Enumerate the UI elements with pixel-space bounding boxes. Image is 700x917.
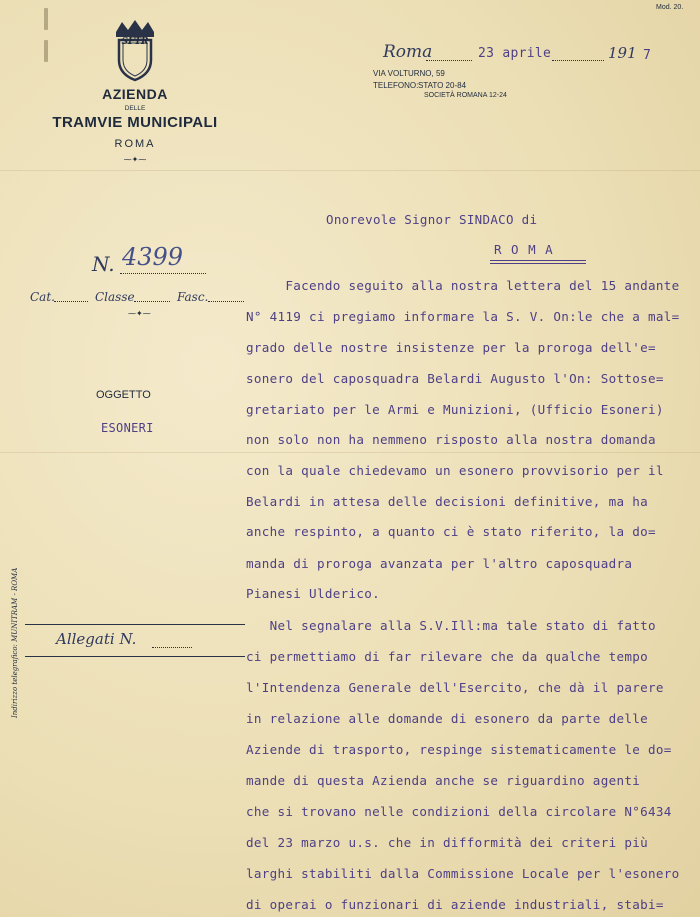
company-name-line3: TRAMVIE MUNICIPALI bbox=[52, 114, 218, 131]
body-line: manda di proroga avanzata per l'altro caposquadra bbox=[246, 556, 633, 571]
body-line: del 23 marzo u.s. che in difformità dei criteri più bbox=[246, 835, 648, 850]
cat-dots bbox=[54, 301, 88, 302]
body-line: Pianesi Ulderico. bbox=[246, 586, 380, 601]
body-line: in relazione alle domande di esonero da parte delle bbox=[246, 711, 648, 726]
body-line: non solo non ha nemmeno risposto alla nostra domanda bbox=[246, 432, 656, 447]
ornament: ⁓✦⁓ bbox=[123, 155, 147, 164]
phone-state: STATO 20-84 bbox=[418, 81, 467, 90]
body-line: mande di questa Azienda anche se riguardino agenti bbox=[246, 773, 641, 788]
punch-mark bbox=[44, 8, 48, 30]
body-line: N° 4119 ci pregiamo informare la S. V. On:le che a mal= bbox=[246, 309, 680, 324]
cat-label: Cat. bbox=[30, 290, 55, 304]
body-line: che si trovano nelle condizioni della circolare N°6434 bbox=[246, 804, 672, 819]
subject-value: ESONERI bbox=[101, 421, 154, 435]
form-code: Mod. 20. bbox=[656, 4, 684, 11]
protocol-number: 4399 bbox=[122, 243, 184, 271]
body-line: ci permettiamo di far rilevare che da qualche tempo bbox=[246, 649, 648, 664]
attachments-label: Allegati N. bbox=[56, 630, 137, 648]
date-dots bbox=[552, 60, 604, 61]
protocol-dots bbox=[120, 273, 206, 274]
date-day-month: 23 aprile bbox=[478, 46, 552, 61]
body-line: Nel segnalare alla S.V.Ill:ma tale stato di fatto bbox=[246, 618, 656, 633]
body-line: Facendo seguito alla nostra lettera del 15 andante bbox=[246, 278, 680, 293]
body-line: larghi stabiliti dalla Commissione Locale per l'esonero bbox=[246, 866, 680, 881]
attachments-dots bbox=[152, 647, 192, 648]
body-line: l'Intendenza Generale dell'Esercito, che dà il parere bbox=[246, 680, 664, 695]
date-city: Roma bbox=[383, 42, 433, 62]
phone-label: TELEFONO: bbox=[373, 81, 419, 90]
paper-fold bbox=[0, 452, 700, 453]
body-line: sonero del caposquadra Belardi Augusto l'On: Sottose= bbox=[246, 371, 664, 386]
recipient-underline bbox=[490, 263, 586, 264]
classe-label: Classe bbox=[95, 290, 135, 304]
classe-dots bbox=[134, 301, 170, 302]
company-name-line2: DELLE bbox=[124, 105, 146, 112]
fasc-label: Fasc. bbox=[177, 290, 209, 304]
recipient-underline bbox=[490, 260, 586, 261]
body-line: Aziende di trasporto, respinge sistematicamente le do= bbox=[246, 742, 672, 757]
crown-shield-icon bbox=[110, 20, 160, 82]
emblem-monogram: SFTR bbox=[121, 37, 149, 47]
date-year-suffix: 7 bbox=[643, 48, 652, 63]
ornament: ⁓✦⁓ bbox=[128, 309, 151, 318]
fasc-dots bbox=[208, 301, 244, 302]
company-city: ROMA bbox=[114, 138, 156, 150]
body-line: grado delle nostre insistenze per la proroga dell'e= bbox=[246, 340, 656, 355]
date-dots bbox=[426, 60, 472, 61]
divider bbox=[25, 656, 245, 657]
paper-fold bbox=[0, 170, 700, 171]
body-line: gretariato per le Armi e Munizioni, (Ufficio Esoneri) bbox=[246, 402, 664, 417]
divider bbox=[25, 624, 245, 625]
punch-mark bbox=[44, 40, 48, 62]
body-line: di operai o funzionari di aziende industriali, stabi= bbox=[246, 897, 664, 912]
recipient-line1: Onorevole Signor SINDACO di bbox=[326, 212, 538, 227]
body-line: con la quale chiedevamo un esonero provvisorio per il bbox=[246, 463, 664, 478]
address-street: VIA VOLTURNO, 59 bbox=[373, 69, 445, 78]
phone-company: SOCIETÀ ROMANA 12-24 bbox=[424, 92, 507, 99]
body-line: Belardi in attesa delle decisioni definitive, ma ha bbox=[246, 494, 648, 509]
company-name-line1: AZIENDA bbox=[102, 86, 168, 102]
date-year-prefix: 191 bbox=[608, 44, 637, 62]
body-line: anche respinto, a quanto ci è stato riferito, la do= bbox=[246, 524, 656, 539]
protocol-prefix: N. bbox=[92, 252, 115, 276]
recipient-city: R O M A bbox=[494, 242, 554, 257]
subject-label: OGGETTO bbox=[96, 389, 151, 401]
telegraphic-address: Indirizzo telegrafico: MUNITRAM - ROMA bbox=[11, 567, 19, 718]
